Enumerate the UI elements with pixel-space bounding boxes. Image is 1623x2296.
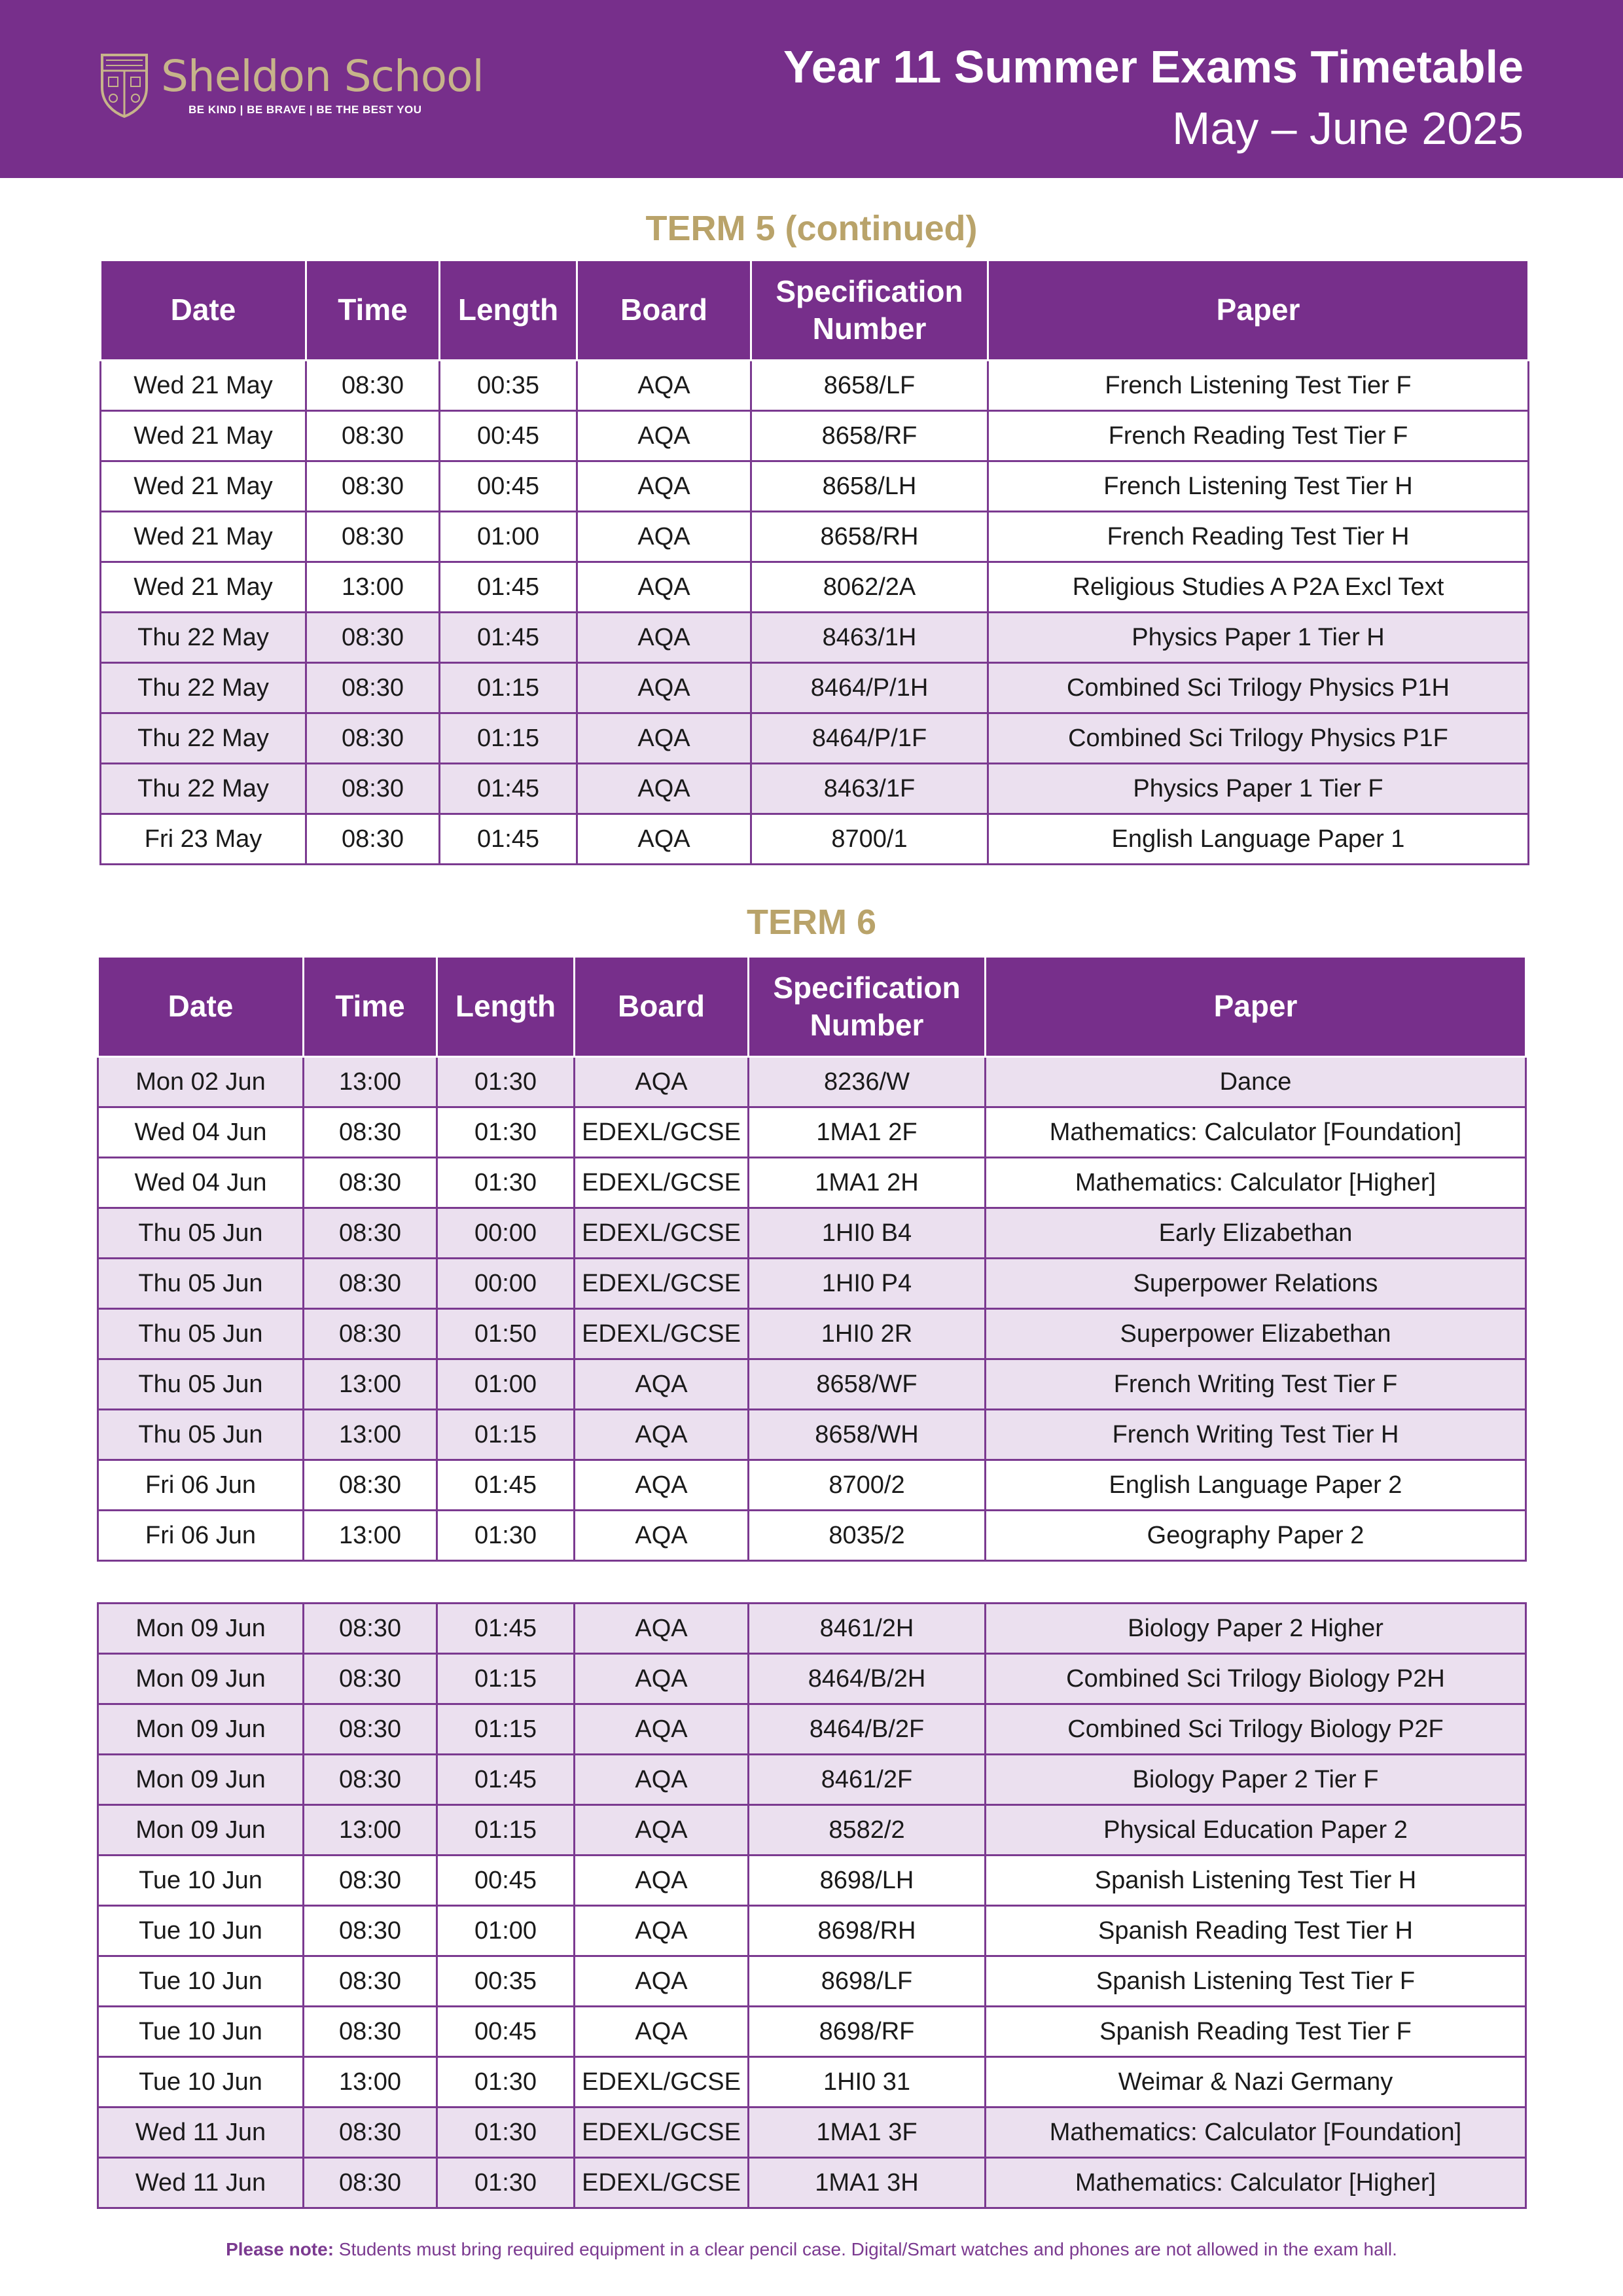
cell-board: AQA [577,814,751,865]
cell-paper: Biology Paper 2 Higher [986,1604,1526,1654]
cell-paper: Geography Paper 2 [986,1511,1526,1561]
cell-date: Thu 22 May [101,764,306,814]
cell-date: Tue 10 Jun [98,1906,304,1956]
cell-spec: 8463/1H [751,613,988,663]
cell-length: 01:30 [437,2158,575,2208]
school-crest-icon [99,51,149,119]
school-name: Sheldon School [161,51,484,101]
cell-length: 01:00 [437,1906,575,1956]
cell-board: AQA [577,663,751,713]
cell-length: 01:00 [440,512,577,562]
table-row [101,663,1529,713]
cell-date: Wed 21 May [101,512,306,562]
column-header-specification: Specification Number [749,957,986,1057]
cell-time: 13:00 [304,1805,437,1856]
cell-board: EDEXL/GCSE [575,1158,749,1208]
cell-length: 00:45 [437,1856,575,1906]
cell-time: 08:30 [304,1956,437,2007]
cell-board: EDEXL/GCSE [575,2158,749,2208]
cell-time: 08:30 [306,764,440,814]
cell-spec: 1HI0 31 [749,2057,986,2108]
cell-paper: English Language Paper 1 [988,814,1529,865]
footer-note-text: Students must bring required equipment in a clear pencil case. Digital/Smart watches and phones are not allowed in the exam hall. [334,2239,1397,2259]
cell-time: 13:00 [304,2057,437,2108]
cell-date: Wed 21 May [101,562,306,613]
cell-time: 08:30 [306,814,440,865]
table-row [98,1208,1526,1259]
cell-paper: French Reading Test Tier F [988,411,1529,461]
term6-table [97,956,1527,1562]
cell-board: AQA [575,1755,749,1805]
cell-date: Thu 05 Jun [98,1208,304,1259]
cell-spec: 1HI0 P4 [749,1259,986,1309]
table-row [98,1755,1526,1805]
cell-spec: 8658/WH [749,1410,986,1460]
cell-board: AQA [577,764,751,814]
table-row [98,1604,1526,1654]
cell-date: Thu 05 Jun [98,1410,304,1460]
table-row [98,1956,1526,2007]
cell-date: Tue 10 Jun [98,1956,304,2007]
cell-board: EDEXL/GCSE [575,1309,749,1359]
cell-date: Thu 22 May [101,613,306,663]
cell-paper: Combined Sci Trilogy Biology P2H [986,1654,1526,1704]
table-row [101,613,1529,663]
table-row [98,1359,1526,1410]
cell-spec: 1MA1 2F [749,1107,986,1158]
cell-spec: 1MA1 3H [749,2158,986,2208]
cell-spec: 8698/LH [749,1856,986,1906]
cell-paper: English Language Paper 2 [986,1460,1526,1511]
cell-length: 01:30 [437,2057,575,2108]
cell-board: AQA [575,1460,749,1511]
column-header-specification: Specification Number [751,260,988,361]
school-motto: BE KIND | BE BRAVE | BE THE BEST YOU [188,103,422,116]
cell-paper: Physics Paper 1 Tier H [988,613,1529,663]
table-row [98,1856,1526,1906]
cell-spec: 8461/2F [749,1755,986,1805]
cell-time: 08:30 [304,1460,437,1511]
term5-heading: TERM 5 (continued) [645,209,978,248]
cell-length: 01:30 [437,2108,575,2158]
cell-length: 00:00 [437,1259,575,1309]
cell-paper: French Writing Test Tier F [986,1359,1526,1410]
term5-table-body [101,361,1529,865]
cell-length: 01:45 [440,613,577,663]
cell-date: Mon 09 Jun [98,1755,304,1805]
cell-date: Fri 06 Jun [98,1511,304,1561]
table-row [98,1309,1526,1359]
cell-date: Wed 04 Jun [98,1158,304,1208]
cell-date: Thu 22 May [101,713,306,764]
cell-date: Thu 05 Jun [98,1259,304,1309]
cell-board: AQA [577,562,751,613]
cell-board: AQA [577,713,751,764]
cell-paper: Superpower Elizabethan [986,1309,1526,1359]
cell-paper: French Reading Test Tier H [988,512,1529,562]
cell-paper: French Listening Test Tier H [988,461,1529,512]
cell-board: EDEXL/GCSE [575,1107,749,1158]
cell-paper: French Listening Test Tier F [988,361,1529,411]
term6-continued-table [97,1602,1527,2209]
cell-length: 01:45 [440,814,577,865]
cell-paper: Superpower Relations [986,1259,1526,1309]
cell-length: 01:45 [437,1755,575,1805]
cell-date: Thu 05 Jun [98,1309,304,1359]
column-header-length: Length [440,260,577,361]
cell-paper: Spanish Listening Test Tier H [986,1856,1526,1906]
cell-spec: 8698/LF [749,1956,986,2007]
table-row [98,2007,1526,2057]
cell-spec: 8658/RF [751,411,988,461]
cell-board: AQA [575,1704,749,1755]
cell-spec: 1HI0 B4 [749,1208,986,1259]
cell-length: 01:45 [437,1460,575,1511]
cell-length: 01:45 [440,764,577,814]
table-row [98,1158,1526,1208]
term6-heading: TERM 6 [746,903,877,942]
cell-date: Tue 10 Jun [98,1856,304,1906]
cell-length: 00:45 [440,461,577,512]
table-row [98,1511,1526,1561]
table-row [101,814,1529,865]
column-header-board: Board [575,957,749,1057]
table-header-row [101,260,1529,361]
cell-spec: 8582/2 [749,1805,986,1856]
cell-time: 13:00 [304,1511,437,1561]
cell-time: 08:30 [304,1107,437,1158]
cell-length: 01:15 [440,713,577,764]
page-subtitle: May – June 2025 [1171,103,1524,154]
cell-date: Mon 09 Jun [98,1704,304,1755]
page-title: Year 11 Summer Exams Timetable [783,41,1524,92]
cell-spec: 8700/1 [751,814,988,865]
cell-time: 08:30 [306,411,440,461]
cell-time: 13:00 [304,1057,437,1107]
cell-time: 08:30 [304,1654,437,1704]
cell-length: 01:50 [437,1309,575,1359]
table-row [98,1410,1526,1460]
cell-spec: 8461/2H [749,1604,986,1654]
cell-spec: 8658/LF [751,361,988,411]
column-header-time: Time [306,260,440,361]
cell-length: 01:15 [437,1654,575,1704]
cell-board: EDEXL/GCSE [575,1208,749,1259]
cell-time: 08:30 [304,1309,437,1359]
term5-table [99,259,1529,865]
cell-spec: 8035/2 [749,1511,986,1561]
cell-paper: Combined Sci Trilogy Physics P1H [988,663,1529,713]
cell-date: Fri 23 May [101,814,306,865]
cell-length: 01:15 [437,1704,575,1755]
cell-length: 01:30 [437,1107,575,1158]
cell-length: 00:35 [440,361,577,411]
cell-time: 13:00 [304,1410,437,1460]
cell-spec: 8463/1F [751,764,988,814]
cell-length: 01:30 [437,1057,575,1107]
cell-board: EDEXL/GCSE [575,2057,749,2108]
table-row [98,1906,1526,1956]
cell-length: 01:15 [437,1805,575,1856]
column-header-paper: Paper [986,957,1526,1057]
cell-time: 08:30 [304,2007,437,2057]
cell-board: EDEXL/GCSE [575,1259,749,1309]
footer-note-label: Please note: [226,2239,334,2259]
table-row [101,764,1529,814]
cell-paper: Mathematics: Calculator [Foundation] [986,1107,1526,1158]
cell-length: 00:45 [437,2007,575,2057]
cell-paper: Physics Paper 1 Tier F [988,764,1529,814]
cell-board: AQA [577,512,751,562]
cell-paper: Religious Studies A P2A Excl Text [988,562,1529,613]
table-row [98,2057,1526,2108]
cell-time: 08:30 [306,512,440,562]
cell-spec: 8658/RH [751,512,988,562]
cell-time: 08:30 [304,2158,437,2208]
cell-date: Mon 02 Jun [98,1057,304,1107]
column-header-board: Board [577,260,751,361]
table-header-row [98,957,1526,1057]
cell-paper: Combined Sci Trilogy Physics P1F [988,713,1529,764]
cell-date: Thu 22 May [101,663,306,713]
cell-spec: 8236/W [749,1057,986,1107]
table-row [101,512,1529,562]
cell-time: 08:30 [304,1208,437,1259]
table-row [101,461,1529,512]
cell-spec: 1HI0 2R [749,1309,986,1359]
cell-length: 01:30 [437,1511,575,1561]
column-header-date: Date [98,957,304,1057]
cell-board: AQA [575,1359,749,1410]
cell-board: AQA [575,1805,749,1856]
cell-length: 00:35 [437,1956,575,2007]
cell-board: AQA [575,1604,749,1654]
cell-board: AQA [575,1906,749,1956]
cell-date: Tue 10 Jun [98,2007,304,2057]
cell-length: 01:15 [440,663,577,713]
cell-date: Wed 21 May [101,461,306,512]
cell-paper: Weimar & Nazi Germany [986,2057,1526,2108]
term6-table-body [98,1057,1526,1561]
cell-board: AQA [575,1654,749,1704]
cell-date: Mon 09 Jun [98,1604,304,1654]
table-row [98,1107,1526,1158]
cell-date: Wed 11 Jun [98,2108,304,2158]
cell-time: 08:30 [306,613,440,663]
cell-time: 13:00 [306,562,440,613]
cell-paper: Biology Paper 2 Tier F [986,1755,1526,1805]
cell-spec: 1MA1 2H [749,1158,986,1208]
cell-board: AQA [575,1057,749,1107]
cell-time: 08:30 [304,1704,437,1755]
cell-spec: 8698/RF [749,2007,986,2057]
column-header-date: Date [101,260,306,361]
cell-paper: French Writing Test Tier H [986,1410,1526,1460]
cell-time: 08:30 [304,1259,437,1309]
cell-time: 13:00 [304,1359,437,1410]
cell-spec: 8698/RH [749,1906,986,1956]
table-row [101,562,1529,613]
cell-time: 08:30 [304,1158,437,1208]
cell-date: Wed 04 Jun [98,1107,304,1158]
cell-date: Thu 05 Jun [98,1359,304,1410]
cell-length: 01:45 [437,1604,575,1654]
school-logo [99,51,484,123]
cell-time: 08:30 [306,361,440,411]
cell-spec: 8464/B/2H [749,1654,986,1704]
table-row [98,1460,1526,1511]
table-row [101,361,1529,411]
cell-board: EDEXL/GCSE [575,2108,749,2158]
cell-date: Mon 09 Jun [98,1654,304,1704]
table-row [98,1805,1526,1856]
table-row [98,1057,1526,1107]
cell-length: 01:30 [437,1158,575,1208]
cell-date: Mon 09 Jun [98,1805,304,1856]
cell-date: Tue 10 Jun [98,2057,304,2108]
cell-paper: Dance [986,1057,1526,1107]
table-row [101,411,1529,461]
cell-length: 00:00 [437,1208,575,1259]
cell-time: 08:30 [304,1906,437,1956]
cell-time: 08:30 [306,461,440,512]
cell-date: Fri 06 Jun [98,1460,304,1511]
table-row [98,1704,1526,1755]
cell-spec: 1MA1 3F [749,2108,986,2158]
cell-paper: Physical Education Paper 2 [986,1805,1526,1856]
page-header [0,0,1623,178]
cell-spec: 8464/P/1F [751,713,988,764]
cell-board: AQA [577,461,751,512]
cell-paper: Spanish Reading Test Tier F [986,2007,1526,2057]
footer-note [0,2239,1623,2260]
cell-length: 01:15 [437,1410,575,1460]
column-header-length: Length [437,957,575,1057]
column-header-time: Time [304,957,437,1057]
cell-date: Wed 21 May [101,411,306,461]
table-row [101,713,1529,764]
cell-board: AQA [575,1956,749,2007]
cell-paper: Combined Sci Trilogy Biology P2F [986,1704,1526,1755]
cell-length: 01:00 [437,1359,575,1410]
cell-time: 08:30 [306,663,440,713]
cell-time: 08:30 [306,713,440,764]
cell-spec: 8658/WF [749,1359,986,1410]
cell-board: AQA [575,1410,749,1460]
cell-paper: Spanish Listening Test Tier F [986,1956,1526,2007]
cell-board: AQA [577,411,751,461]
cell-date: Wed 11 Jun [98,2158,304,2208]
cell-spec: 8464/B/2F [749,1704,986,1755]
cell-board: AQA [575,1856,749,1906]
cell-time: 08:30 [304,1856,437,1906]
cell-paper: Mathematics: Calculator [Foundation] [986,2108,1526,2158]
cell-paper: Spanish Reading Test Tier H [986,1906,1526,1956]
cell-board: AQA [575,2007,749,2057]
cell-spec: 8062/2A [751,562,988,613]
column-header-paper: Paper [988,260,1529,361]
table-row [98,2108,1526,2158]
cell-paper: Mathematics: Calculator [Higher] [986,2158,1526,2208]
cell-paper: Mathematics: Calculator [Higher] [986,1158,1526,1208]
cell-board: AQA [577,361,751,411]
cell-time: 08:30 [304,1755,437,1805]
term6-continued-table-body [98,1604,1526,2208]
cell-spec: 8700/2 [749,1460,986,1511]
cell-length: 00:45 [440,411,577,461]
cell-date: Wed 21 May [101,361,306,411]
table-row [98,2158,1526,2208]
cell-paper: Early Elizabethan [986,1208,1526,1259]
cell-time: 08:30 [304,2108,437,2158]
table-row [98,1654,1526,1704]
cell-spec: 8464/P/1H [751,663,988,713]
cell-time: 08:30 [304,1604,437,1654]
table-row [98,1259,1526,1309]
cell-board: AQA [575,1511,749,1561]
cell-spec: 8658/LH [751,461,988,512]
cell-length: 01:45 [440,562,577,613]
cell-board: AQA [577,613,751,663]
